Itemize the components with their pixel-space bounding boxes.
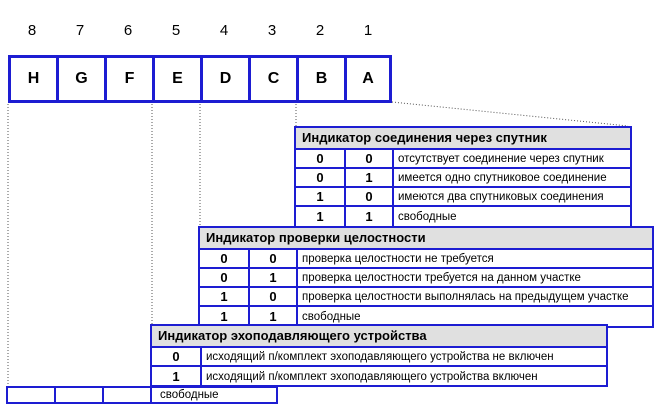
bit-value: 0 [200,269,250,286]
bit-value: 0 [296,169,346,186]
row-description: свободные [398,210,457,223]
bit-value: 1 [296,207,346,226]
bit-number-3: 3 [267,22,277,39]
bit-value: 1 [152,367,202,386]
table-row [296,169,630,188]
bit-value: 1 [346,207,394,226]
row-description: имеются два спутниковых соединения [398,190,604,203]
bit-cell-f: F [104,55,155,103]
bit-cell-g: G [56,55,107,103]
spare-label: свободные [160,389,219,401]
bit-number-1: 1 [363,22,373,39]
bit-value: 1 [296,188,346,205]
bit-value: 0 [152,348,202,365]
bit-number-5: 5 [171,22,181,39]
row-description: исходящий п/комплект эхоподавляющего устройства не включен [206,350,554,363]
connector-ba [392,102,628,126]
bit-number-2: 2 [315,22,325,39]
panel-title: Индикатор эхоподавляющего устройства [152,326,606,348]
spare-cell-g [54,386,104,404]
table-row [152,367,606,386]
row-description: проверка целостности не требуется [302,252,494,265]
bit-cell-a: A [344,55,392,103]
bit-value: 0 [296,150,346,167]
bit-value: 0 [200,250,250,267]
table-row [296,150,630,169]
panel-title: Индикатор соединения через спутник [296,128,630,150]
row-description: имеется одно спутниковое соединение [398,171,607,184]
bit-number-4: 4 [219,22,229,39]
row-description: исходящий п/комплект эхоподавляющего устройства включен [206,370,538,383]
row-description: свободные [302,310,361,323]
table-row [200,288,652,307]
echo-control-panel [150,324,608,387]
bit-cell-d: D [200,55,251,103]
bit-number-8: 8 [27,22,37,39]
bit-value: 1 [346,169,394,186]
bit-value: 0 [250,250,298,267]
spare-cell-f [102,386,152,404]
bit-value: 0 [250,288,298,305]
row-description: отсутствует соединение через спутник [398,152,604,165]
row-description: проверка целостности требуется на данном участке [302,271,581,284]
bit-cell-e: E [152,55,203,103]
table-row [200,269,652,288]
row-description: проверка целостности выполнялась на предыдущем участке [302,290,629,303]
bit-number-6: 6 [123,22,133,39]
table-row [296,207,630,226]
bit-cell-c: C [248,55,299,103]
table-row [200,250,652,269]
bit-number-7: 7 [75,22,85,39]
bit-value: 1 [250,307,298,326]
bit-value: 0 [346,150,394,167]
continuity-check-panel [198,226,654,328]
spare-cell-h [6,386,56,404]
bit-value: 1 [250,269,298,286]
panel-title: Индикатор проверки целостности [200,228,652,250]
bit-cell-h: H [8,55,59,103]
table-row [152,348,606,367]
bit-value: 0 [346,188,394,205]
bit-value: 1 [200,307,250,326]
table-row [296,188,630,207]
bit-value: 1 [200,288,250,305]
satellite-indicator-panel [294,126,632,228]
bit-cell-b: B [296,55,347,103]
